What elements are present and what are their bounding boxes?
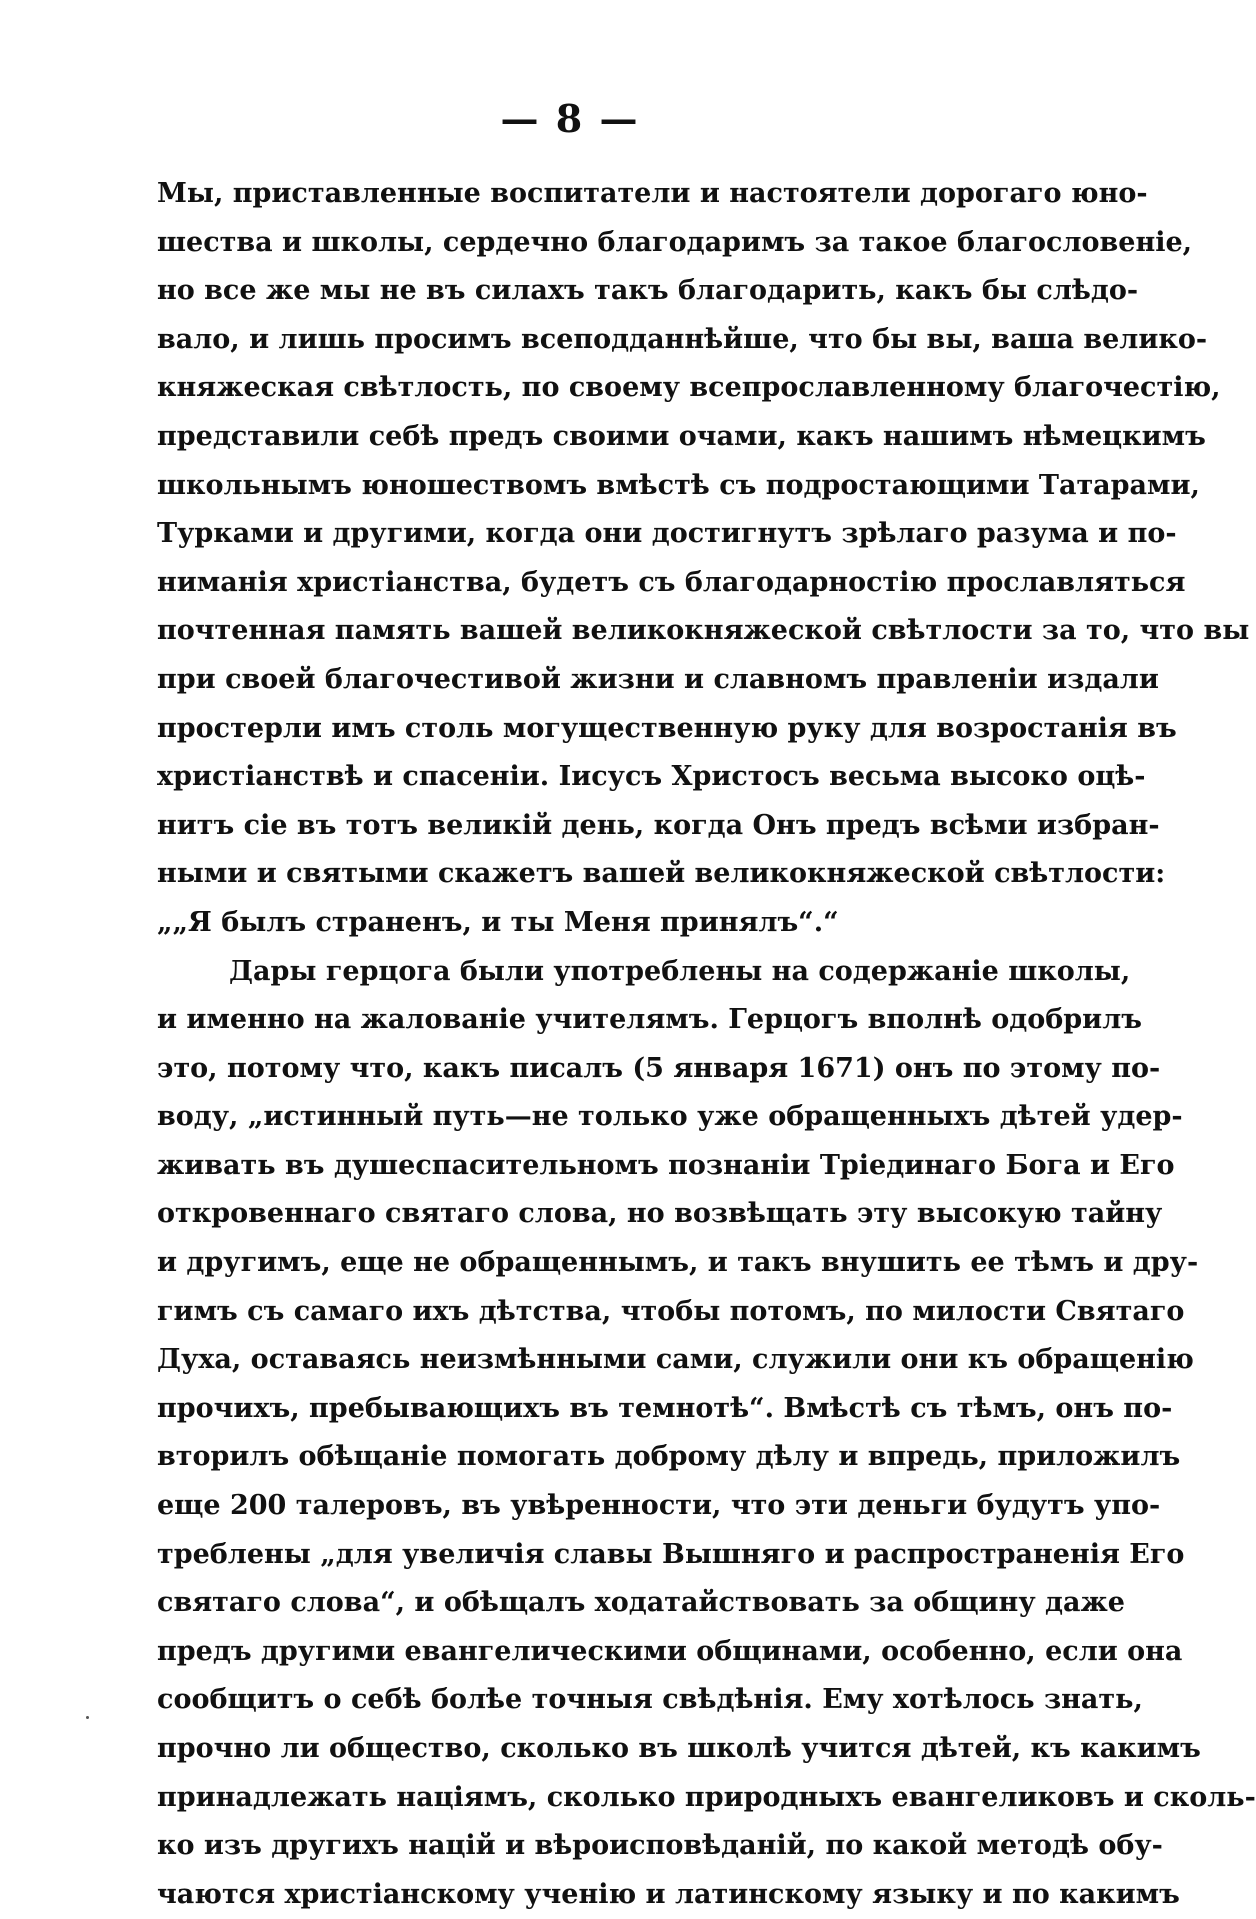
text-line: еще 200 талеровъ, въ увѣренности, что эти деньги будутъ упо- (157, 1490, 1161, 1522)
text-line-paragraph-end: „„Я былъ страненъ, и ты Меня принялъ“.“ (157, 906, 839, 938)
text-line: нитъ сіе въ тотъ великій день, когда Онъ предъ всѣми избран- (157, 809, 1160, 841)
text-line: и другимъ, еще не обращеннымъ, и такъ внушить ее тѣмъ и дру- (157, 1247, 1199, 1279)
text-line: ниманія христіанства, будетъ съ благодарностію прославляться (157, 566, 1186, 598)
text-line: сообщитъ о себѣ болѣе точныя свѣдѣнія. Ему хотѣлось знать, (157, 1684, 1143, 1716)
text-line: воду, „истинный путь—не только уже обращенныхъ дѣтей удер- (157, 1101, 1183, 1133)
text-line: прочихъ, пребывающихъ въ темнотѣ“. Вмѣстѣ съ тѣмъ, онъ по- (157, 1392, 1173, 1424)
text-line: и именно на жалованіе учителямъ. Герцогъ вполнѣ одобрилъ (157, 1004, 1142, 1036)
text-line: ко изъ другихъ націй и вѣроисповѣданій, по какой методѣ обу- (157, 1830, 1163, 1862)
text-line: школьнымъ юношествомъ вмѣстѣ съ подростающими Татарами, (157, 469, 1200, 501)
text-line: святаго слова“, и обѣщалъ ходатайствовать за общину даже (157, 1587, 1125, 1619)
text-line: предъ другими евангелическими общинами, особенно, если она (157, 1635, 1183, 1667)
text-line: треблены „для увеличія славы Вышняго и распространенія Его (157, 1538, 1185, 1570)
text-line: гимъ съ самаго ихъ дѣтства, чтобы потомъ, по милости Святаго (157, 1295, 1185, 1327)
text-line: это, потому что, какъ писалъ (5 января 1671) онъ по этому по- (157, 1052, 1161, 1084)
paper-speck (86, 1716, 89, 1719)
text-line: откровеннаго святаго слова, но возвѣщать эту высокую тайну (157, 1198, 1163, 1230)
text-line: чаются христіанскому ученію и латинскому языку и по какимъ (157, 1878, 1180, 1910)
text-line: Духа, оставаясь неизмѣнными сами, служили они къ обращенію (157, 1344, 1194, 1376)
text-line: простерли имъ столь могущественную руку для возростанія въ (157, 712, 1177, 744)
text-line: почтенная память вашей великокняжеской свѣтлости за то, что вы (157, 615, 1250, 647)
text-line: вторилъ обѣщаніе помогать доброму дѣлу и впредь, приложилъ (157, 1441, 1181, 1473)
text-line: княжеская свѣтлость, по своему всепрославленному благочестію, (157, 372, 1221, 404)
body-text (157, 170, 1256, 1919)
page-number: — 8 — (500, 96, 640, 141)
text-line: живать въ душеспасительномъ познаніи Тріединаго Бога и Его (157, 1149, 1175, 1181)
text-line: прочно ли общество, сколько въ школѣ учится дѣтей, къ какимъ (157, 1733, 1201, 1764)
text-line: Мы, приставленные воспитатели и настоятели дорогаго юно- (157, 178, 1148, 209)
text-line: представили себѣ предъ своими очами, какъ нашимъ нѣмецкимъ (157, 420, 1206, 452)
text-line: ными и святыми скажетъ вашей великокняжеской свѣтлости: (157, 858, 1166, 890)
text-line: христіанствѣ и спасеніи. Іисусъ Христосъ весьма высоко оцѣ- (157, 761, 1146, 793)
text-line-paragraph-start: Дары герцога были употреблены на содержаніе школы, (229, 955, 1131, 987)
text-line: Турками и другими, когда они достигнутъ зрѣлаго разума и по- (157, 518, 1177, 550)
text-line: но все же мы не въ силахъ такъ благодарить, какъ бы слѣдо- (157, 275, 1139, 307)
text-line: принадлежать націямъ, сколько природныхъ евангеликовъ и сколь- (157, 1781, 1256, 1813)
text-line: шества и школы, сердечно благодаримъ за такое благословеніе, (157, 226, 1193, 258)
text-line: при своей благочестивой жизни и славномъ правленіи издали (157, 663, 1159, 695)
text-line: вало, и лишь просимъ всеподданнѣйше, что бы вы, ваша велико- (157, 323, 1208, 355)
